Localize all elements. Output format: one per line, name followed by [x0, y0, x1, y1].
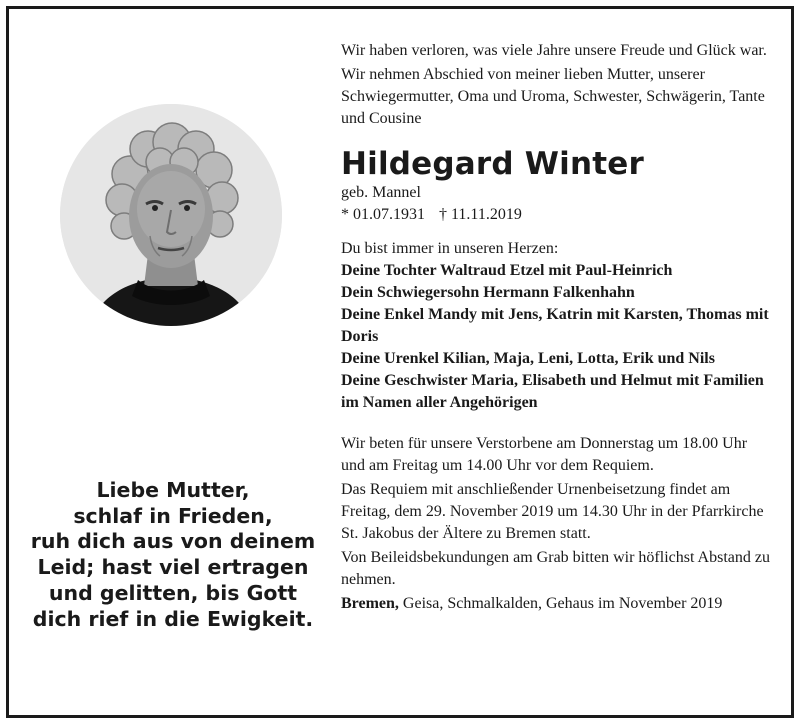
deceased-name: Hildegard Winter: [341, 146, 645, 182]
maiden-name: geb. Mannel: [341, 184, 421, 201]
quote-line: ruh dich aus von deinem: [30, 529, 316, 554]
quote-line: dich rief in die Ewigkeit.: [32, 606, 314, 631]
intro-paragraph: Wir haben verloren, was viele Jahre unsere Freude und Glück war.: [341, 42, 767, 59]
mourner-entry: Dein Schwiegersohn Hermann Falkenhahn: [341, 284, 635, 301]
mourner-entry: im Namen aller Angehörigen: [341, 394, 538, 411]
life-dates: [341, 204, 771, 226]
quote-line: und gelitten, bis Gott: [48, 580, 298, 605]
intro-paragraph: Wir nehmen Abschied von meiner lieben Mutter, unserer Schwiegermutter, Oma und Uroma, Schwester, Schwägerin, Tante und Cousine: [341, 66, 765, 127]
mourners-list: [341, 238, 771, 414]
mourners-intro: Du bist immer in unseren Herzen:: [341, 240, 559, 257]
mourner-entry: Deine Enkel Mandy mit Jens, Katrin mit Karsten, Thomas mit Doris: [341, 306, 769, 345]
farewell-quote: [30, 478, 316, 632]
mourner-entry: Deine Tochter Waltraud Etzel mit Paul-Heinrich: [341, 262, 673, 279]
intro-text: [341, 40, 771, 130]
mourner-entry: Deine Geschwister Maria, Elisabeth und Helmut mit Familien: [341, 372, 764, 389]
death-date: † 11.11.2019: [439, 206, 522, 223]
mourner-entry: Deine Urenkel Kilian, Maja, Leni, Lotta, Erik und Nils: [341, 350, 715, 367]
place-rest: Geisa, Schmalkalden, Gehaus im November 2019: [398, 595, 723, 612]
quote-line: Leid; hast viel ertragen: [37, 555, 309, 580]
place-date-line: [341, 593, 771, 615]
place-bold: Bremen,: [341, 595, 399, 612]
service-paragraph: Von Beileidsbekundungen am Grab bitten wir höflichst Abstand zu nehmen.: [341, 549, 770, 588]
service-info: [341, 433, 771, 615]
service-paragraph: Wir beten für unsere Verstorbene am Donnerstag um 18.00 Uhr und am Freitag um 14.00 Uhr vor dem Requiem.: [341, 435, 748, 474]
quote-line: schlaf in Frieden,: [73, 503, 273, 528]
portrait-photo: [60, 104, 282, 326]
service-paragraph: Das Requiem mit anschließender Urnenbeisetzung findet am Freitag, dem 29. November 2019 um 14.30 Uhr in der Pfarrkirche St. Jakobus der Ältere zu Bremen statt.: [341, 481, 764, 542]
birth-date: * 01.07.1931: [341, 206, 425, 223]
obituary-text-column: [341, 40, 771, 617]
quote-line: Liebe Mutter,: [96, 478, 250, 502]
